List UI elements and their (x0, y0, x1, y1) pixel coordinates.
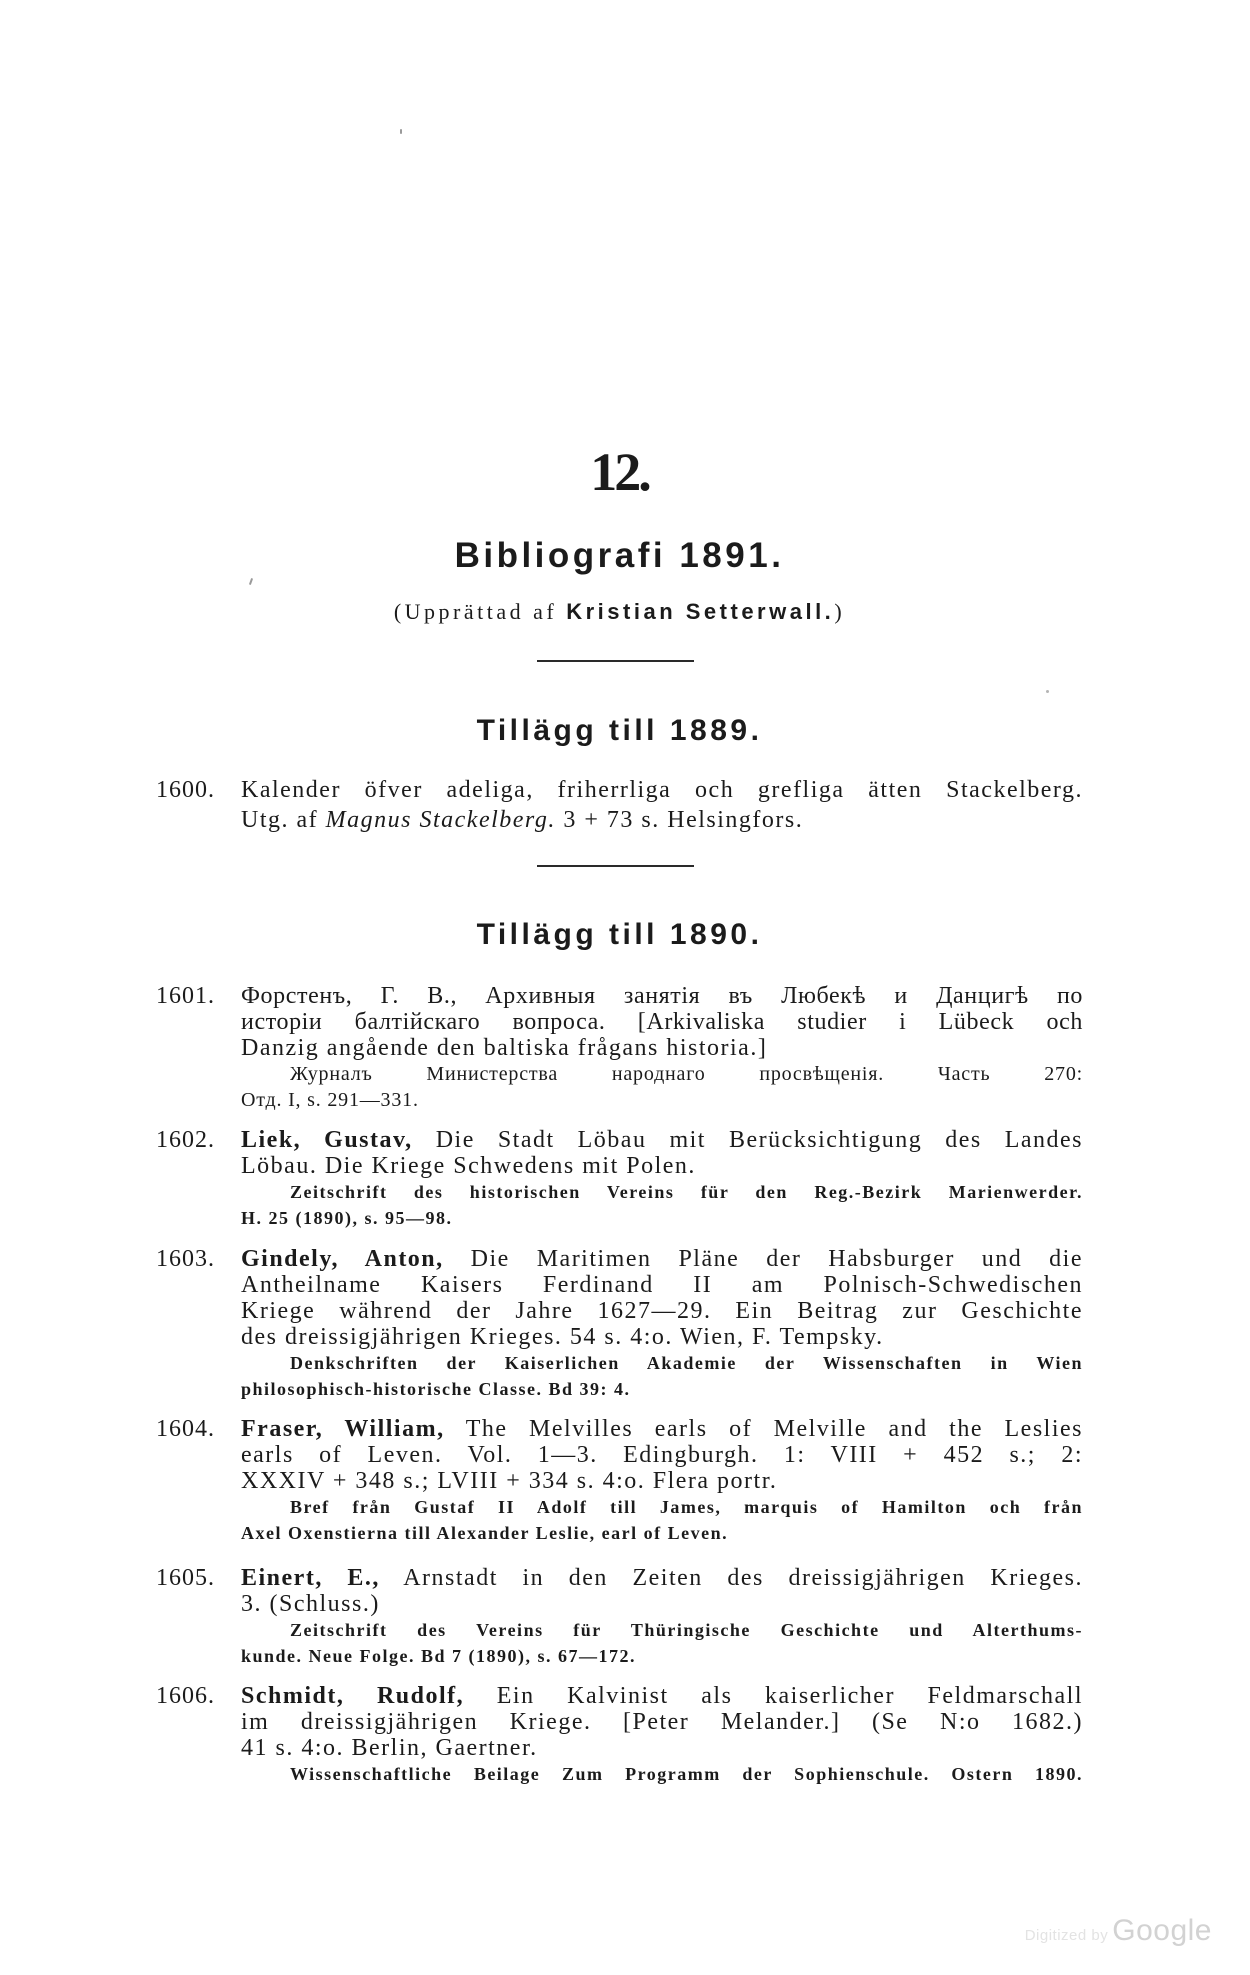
source-line: Журналъ Министерства народнаго просвѣщенія. Часть 270: (290, 1063, 1083, 1085)
entry-number: 1605. (156, 1565, 215, 1591)
entry-text: Arnstadt in den Zeiten des dreissigjährigen Krieges. (403, 1565, 1083, 1591)
entry-author: Fraser, William, (241, 1416, 445, 1442)
entry-text: Die Maritimen Pläne der Habsburger und die (470, 1246, 1083, 1272)
entry-number: 1604. (156, 1416, 215, 1442)
page-number: 12. (590, 442, 649, 502)
source-line: Denkschriften der Kaiserlichen Akademie der Wissenschaften in Wien (290, 1353, 1083, 1373)
entry-body (241, 983, 1083, 1113)
entry-author: Gindely, Anton, (241, 1246, 444, 1272)
scan-speck (1046, 690, 1049, 693)
entry-text: The Melvilles earls of Melville and the Leslies (465, 1416, 1083, 1442)
subtitle-compiler: Kristian Setterwall. (566, 599, 835, 624)
entry-editor: Magnus Stackelberg. (325, 807, 556, 833)
section-divider (537, 865, 694, 867)
entry-body (241, 1127, 1083, 1231)
entry-author: Liek, Gustav, (241, 1127, 413, 1153)
entry-number: 1606. (156, 1683, 215, 1709)
entry-text: Ein Kalvinist als kaiserlicher Feldmarschall (496, 1683, 1083, 1709)
entry-1604 (156, 1416, 1083, 1546)
entry-1603 (156, 1246, 1083, 1402)
source-line: Отд. I, s. 291—331. (241, 1089, 419, 1111)
scan-speck (249, 578, 253, 585)
edition-prefix: Utg. af (241, 807, 319, 833)
entry-number: 1600. (156, 777, 215, 803)
entry-line: Löbau. Die Kriege Schwedens mit Polen. (241, 1153, 696, 1179)
entry-line: Kalender öfver adeliga, friherrliga och grefliga ätten Stackelberg. (241, 777, 1083, 803)
entry-1602 (156, 1127, 1083, 1231)
entry-body (241, 1683, 1083, 1787)
entry-text: Die Stadt Löbau mit Berücksichtigung des Landes (435, 1127, 1084, 1153)
section-heading: Tillägg till 1890. (476, 918, 763, 951)
page-title: Bibliografi 1891. (454, 536, 785, 575)
entry-author: Schmidt, Rudolf, (241, 1683, 465, 1709)
section-divider (537, 660, 694, 662)
source-line: Zeitschrift des historischen Vereins für den Reg.-Bezirk Marienwerder. (290, 1182, 1083, 1202)
entry-number: 1602. (156, 1127, 215, 1153)
entry-body (241, 1565, 1083, 1669)
entry-line: исторіи балтійскаго вопроса. [Arkivaliska studier i Lübeck och (241, 1009, 1083, 1035)
source-line: Bref från Gustaf II Adolf till James, marquis of Hamilton och från (290, 1497, 1083, 1517)
entry-number: 1603. (156, 1246, 215, 1272)
source-line: H. 25 (1890), s. 95—98. (241, 1208, 453, 1228)
entry-1606 (156, 1683, 1083, 1787)
entry-author: Einert, E., (241, 1565, 380, 1591)
entry-1605 (156, 1565, 1083, 1669)
entry-line: im dreissigjährigen Kriege. [Peter Melander.] (Se N:o 1682.) (241, 1709, 1083, 1735)
entry-body (241, 1416, 1083, 1546)
subtitle-prefix: (Upprättad af (393, 599, 558, 624)
watermark-prefix: Digitized by (1024, 1927, 1109, 1944)
entry-number: 1601. (156, 983, 215, 1009)
watermark-brand: Google (1112, 1914, 1212, 1947)
page-subtitle (156, 597, 1083, 627)
entry-line (241, 1683, 1083, 1709)
entry-line (241, 1416, 1083, 1442)
entry-line (241, 1127, 1083, 1153)
entry-line (241, 1565, 1083, 1591)
source-line: Axel Oxenstierna till Alexander Leslie, earl of Leven. (241, 1523, 729, 1543)
source-line: Wissenschaftliche Beilage Zum Programm der Sophienschule. Ostern 1890. (290, 1764, 1083, 1784)
entry-1600 (156, 775, 1083, 835)
entry-line: des dreissigjährigen Krieges. 54 s. 4:o. Wien, F. Tempsky. (241, 1324, 884, 1350)
section-heading: Tillägg till 1889. (476, 714, 763, 747)
subtitle-suffix: ) (834, 599, 846, 624)
entry-line (241, 1246, 1083, 1272)
scan-speck (400, 129, 402, 134)
entry-line (241, 805, 1083, 835)
digitization-watermark (1025, 1914, 1212, 1948)
entry-body (241, 1246, 1083, 1402)
entry-line: earls of Leven. Vol. 1—3. Edingburgh. 1: VIII + 452 s.; 2: (241, 1442, 1083, 1468)
entry-line: 41 s. 4:o. Berlin, Gaertner. (241, 1735, 538, 1761)
source-line: philosophisch-historische Classe. Bd 39: 4. (241, 1379, 631, 1399)
entry-1601 (156, 983, 1083, 1113)
edition-details: 3 + 73 s. Helsingfors. (563, 807, 804, 833)
entry-line: Kriege während der Jahre 1627—29. Ein Beitrag zur Geschichte (241, 1298, 1083, 1324)
entry-body (241, 775, 1083, 835)
entry-line: XXXIV + 348 s.; LVIII + 334 s. 4:o. Flera portr. (241, 1468, 778, 1494)
entry-line: 3. (Schluss.) (241, 1591, 380, 1617)
entry-line: Danzig angående den baltiska frågans historia.] (241, 1035, 768, 1061)
entry-line: Antheilname Kaisers Ferdinand II am Polnisch-Schwedischen (241, 1272, 1083, 1298)
source-line: Zeitschrift des Vereins für Thüringische Geschichte und Alterthums- (290, 1620, 1083, 1640)
source-line: kunde. Neue Folge. Bd 7 (1890), s. 67—172. (241, 1646, 637, 1666)
entry-line: Форстенъ, Г. В., Архивныя занятія въ Любекѣ и Данцигѣ по (241, 983, 1083, 1009)
